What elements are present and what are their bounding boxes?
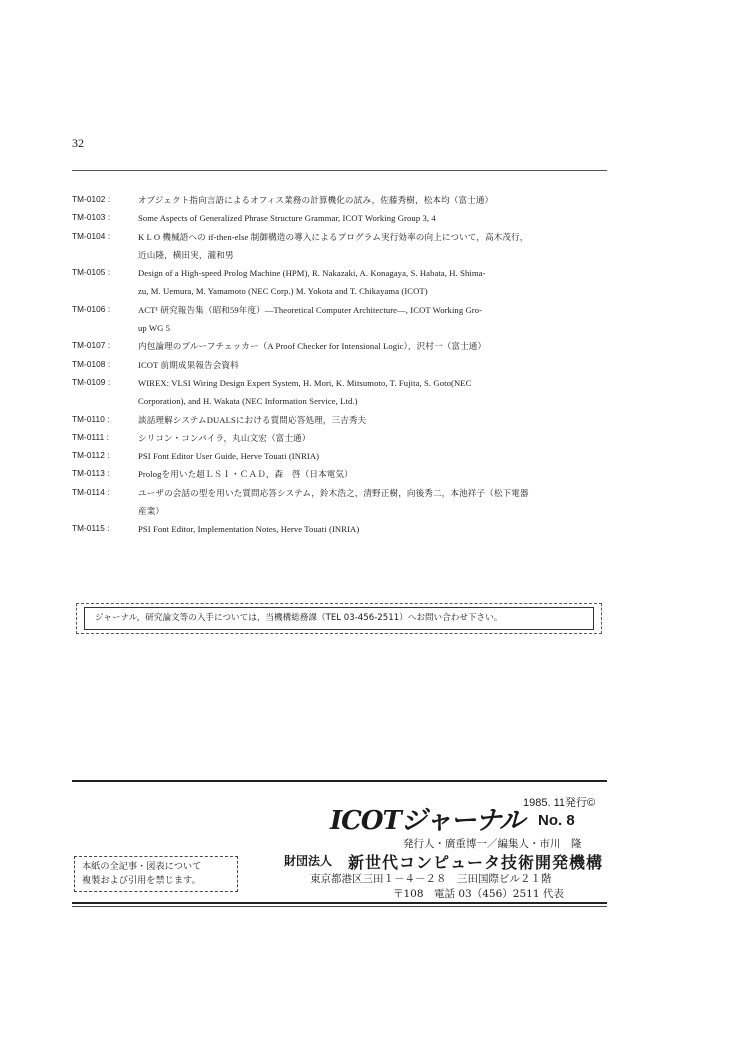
memo-title (138, 484, 612, 521)
memo-line: 産業） (138, 506, 165, 517)
memo-line: 内包論理のプルーフチェッカー（A Proof Checker for Intensional Logic），沢村一（富士通） (138, 341, 487, 352)
memo-id: TM-0107 : (72, 341, 111, 351)
colophon-bottom-rule (72, 902, 607, 904)
memo-title (138, 374, 612, 411)
memo-entry (72, 447, 612, 465)
memo-entry (72, 209, 612, 227)
copyright-line: 複製および引用を禁じます。 (82, 875, 201, 886)
memo-id: TM-0109 : (72, 377, 111, 387)
memo-title (138, 337, 612, 355)
memo-title (138, 191, 612, 209)
technical-memo-list (72, 191, 612, 539)
memo-line: Corporation), and H. Wakata (NEC Information Service, Ltd.) (138, 396, 358, 407)
memo-title (138, 520, 612, 538)
memo-id: TM-0111 : (72, 432, 109, 442)
memo-title (138, 429, 612, 447)
inquiry-notice: ジャーナル，研究論文等の入手については，当機構総務課（TEL 03-456-2511）へお問い合わせ下さい。 (84, 607, 594, 630)
memo-id: TM-0113 : (72, 469, 110, 479)
memo-entry (72, 520, 612, 538)
organization-address: 東京都港区三田１－４－２８ 三田国際ビル２１階 (310, 873, 552, 885)
memo-line: ACT¹ 研究報告集（昭和59年度）—Theoretical Computer Architecture—, ICOT Working Gro- (138, 304, 483, 315)
memo-entry (72, 374, 612, 411)
organization-phone: 〒108 電話 03（456）2511 代表 (393, 888, 564, 900)
memo-id: TM-0104 : (72, 231, 111, 241)
colophon-bottom-rule-thin (72, 906, 607, 907)
memo-id: TM-0102 : (72, 195, 111, 204)
memo-line: up WG 5 (138, 323, 171, 334)
memo-line: ICOT 前期成果報告会資料 (138, 359, 239, 370)
memo-title (138, 465, 612, 483)
memo-id: TM-0106 : (72, 304, 111, 314)
memo-id: TM-0103 : (72, 213, 111, 223)
memo-line: PSI Font Editor, Implementation Notes, Herve Touati (INRIA) (138, 524, 360, 535)
memo-line: K L O 機械語への if-then-else 制御構造の導入によるプログラム実行効率の向上について，高木茂行， (138, 231, 529, 242)
top-divider (72, 170, 607, 171)
memo-line: ユーザの会話の型を用いた質問応答システム，鈴木浩之，清野正樹，向後秀二，本池祥子（松下電器 (138, 487, 529, 498)
memo-id: TM-0114 : (72, 487, 110, 497)
memo-line: Some Aspects of Generalized Phrase Structure Grammar, ICOT Working Group 3, 4 (138, 213, 436, 224)
publisher-editor: 発行人・廣重博一／編集人・市川 隆 (403, 838, 582, 850)
journal-title: ICOTジャーナル (330, 806, 525, 836)
page-number: 32 (72, 136, 84, 150)
memo-entry (72, 465, 612, 483)
memo-entry (72, 264, 612, 301)
memo-entry (72, 228, 612, 265)
memo-id: TM-0115 : (72, 524, 110, 534)
memo-line: シリコン・コンパイラ，丸山文宏（富士通） (138, 432, 311, 443)
memo-line: オブジェクト指向言語によるオフィス業務の計算機化の試み，佐藤秀樹，松本均（富士通） (138, 195, 494, 205)
memo-id: TM-0105 : (72, 268, 111, 278)
memo-line: 談話理解システムDUALSにおける質問応答処理，三吉秀夫 (138, 414, 367, 425)
memo-entry (72, 484, 612, 521)
memo-title (138, 301, 612, 338)
memo-title (138, 228, 612, 265)
memo-id: TM-0108 : (72, 359, 111, 369)
memo-entry (72, 429, 612, 447)
foundation-label: 財団法人 (284, 854, 333, 868)
organization-name: 新世代コンピュータ技術開発機構 (348, 853, 604, 872)
memo-line: WIREX: VLSI Wiring Design Expert System, H. Mori, K. Mitsumoto, T. Fujita, S. Goto(NEC (138, 377, 472, 388)
memo-line: Design of a High-speed Prolog Machine (HPM), R. Nakazaki, A. Konagaya, S. Habata, H. Shima- (138, 268, 486, 279)
memo-entry (72, 191, 612, 209)
issue-number: No. 8 (538, 812, 575, 829)
copyright-notice (74, 856, 238, 892)
memo-entry (72, 337, 612, 355)
memo-line: Prologを用いた超ＬＳＩ・ＣＡＤ，森 啓（日本電気） (138, 469, 353, 480)
colophon-top-rule (72, 780, 607, 782)
memo-line: 近山隆，横田実，瀧和男 (138, 249, 234, 260)
memo-line: zu, M. Uemura, M. Yamamoto (NEC Corp.) M. Yokota and T. Chikayama (ICOT) (138, 286, 428, 297)
memo-title (138, 356, 612, 374)
memo-title (138, 264, 612, 301)
memo-id: TM-0112 : (72, 451, 110, 461)
memo-entry (72, 301, 612, 338)
memo-title (138, 447, 612, 465)
publication-date: 1985. 11発行© (523, 797, 596, 809)
memo-line: PSI Font Editor User Guide, Herve Touati (INRIA) (138, 451, 320, 462)
memo-entry (72, 411, 612, 429)
memo-title (138, 209, 612, 227)
memo-title (138, 411, 612, 429)
copyright-line: 本紙の全記事・図表について (82, 861, 202, 872)
memo-id: TM-0110 : (72, 414, 110, 424)
memo-entry (72, 356, 612, 374)
